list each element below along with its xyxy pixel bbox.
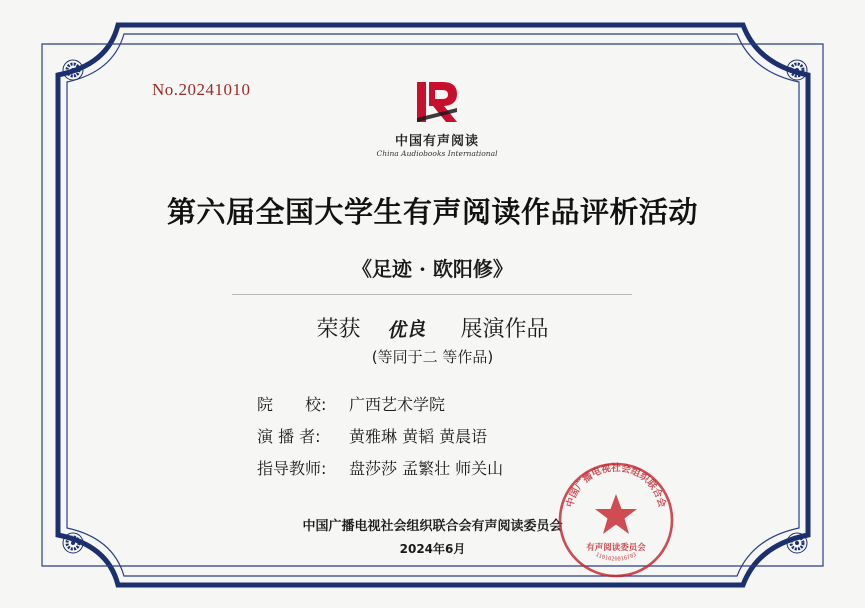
award-level-handwritten: 优良 <box>387 318 427 342</box>
award-prefix: 荣获 <box>316 317 361 342</box>
official-seal <box>556 460 676 580</box>
svg-text:1101020016703 <box>594 552 637 563</box>
issue-date: 2024年6月 <box>399 542 466 556</box>
detail-value: 广西艺术学院 <box>349 395 446 414</box>
divider <box>232 294 632 295</box>
brand-english-name: China Audiobooks International <box>376 149 498 158</box>
seal-center-text: 有声阅读委员会 <box>586 543 646 553</box>
award-suffix: 展演作品 <box>460 317 549 342</box>
brand-logo-icon <box>413 78 461 126</box>
detail-label: 演 播 者: <box>257 427 321 446</box>
corner-rosette-icon <box>62 59 84 81</box>
seal-number: 1101020016703 <box>594 551 638 563</box>
seal-ring-text: 中国广播电视社会组织联合会 <box>564 462 668 509</box>
corner-rosette-icon <box>786 532 808 554</box>
corner-rosette-icon <box>786 59 808 81</box>
serial-number: No.20241010 <box>152 80 251 99</box>
work-title: 《足迹 · 欧阳修》 <box>352 257 513 281</box>
issuer-name: 中国广播电视社会组织联合会有声阅读委员会 <box>302 519 563 534</box>
detail-label: 指导教师: <box>257 459 327 478</box>
award-line <box>100 312 765 343</box>
detail-value: 黄雅琳 黄韬 黄晨语 <box>349 427 488 446</box>
corner-rosette-icon <box>62 532 84 554</box>
detail-row-performers <box>257 424 487 447</box>
detail-value: 盘莎莎 孟繁壮 师关山 <box>349 459 504 478</box>
award-equivalent: (等同于二 等作品) <box>371 348 494 366</box>
detail-row-school <box>257 392 445 415</box>
detail-label: 院 校: <box>257 395 327 414</box>
detail-row-advisors <box>257 456 503 479</box>
certificate-title: 第六届全国大学生有声阅读作品评析活动 <box>166 195 698 229</box>
brand-name: 中国有声阅读 <box>394 134 479 149</box>
